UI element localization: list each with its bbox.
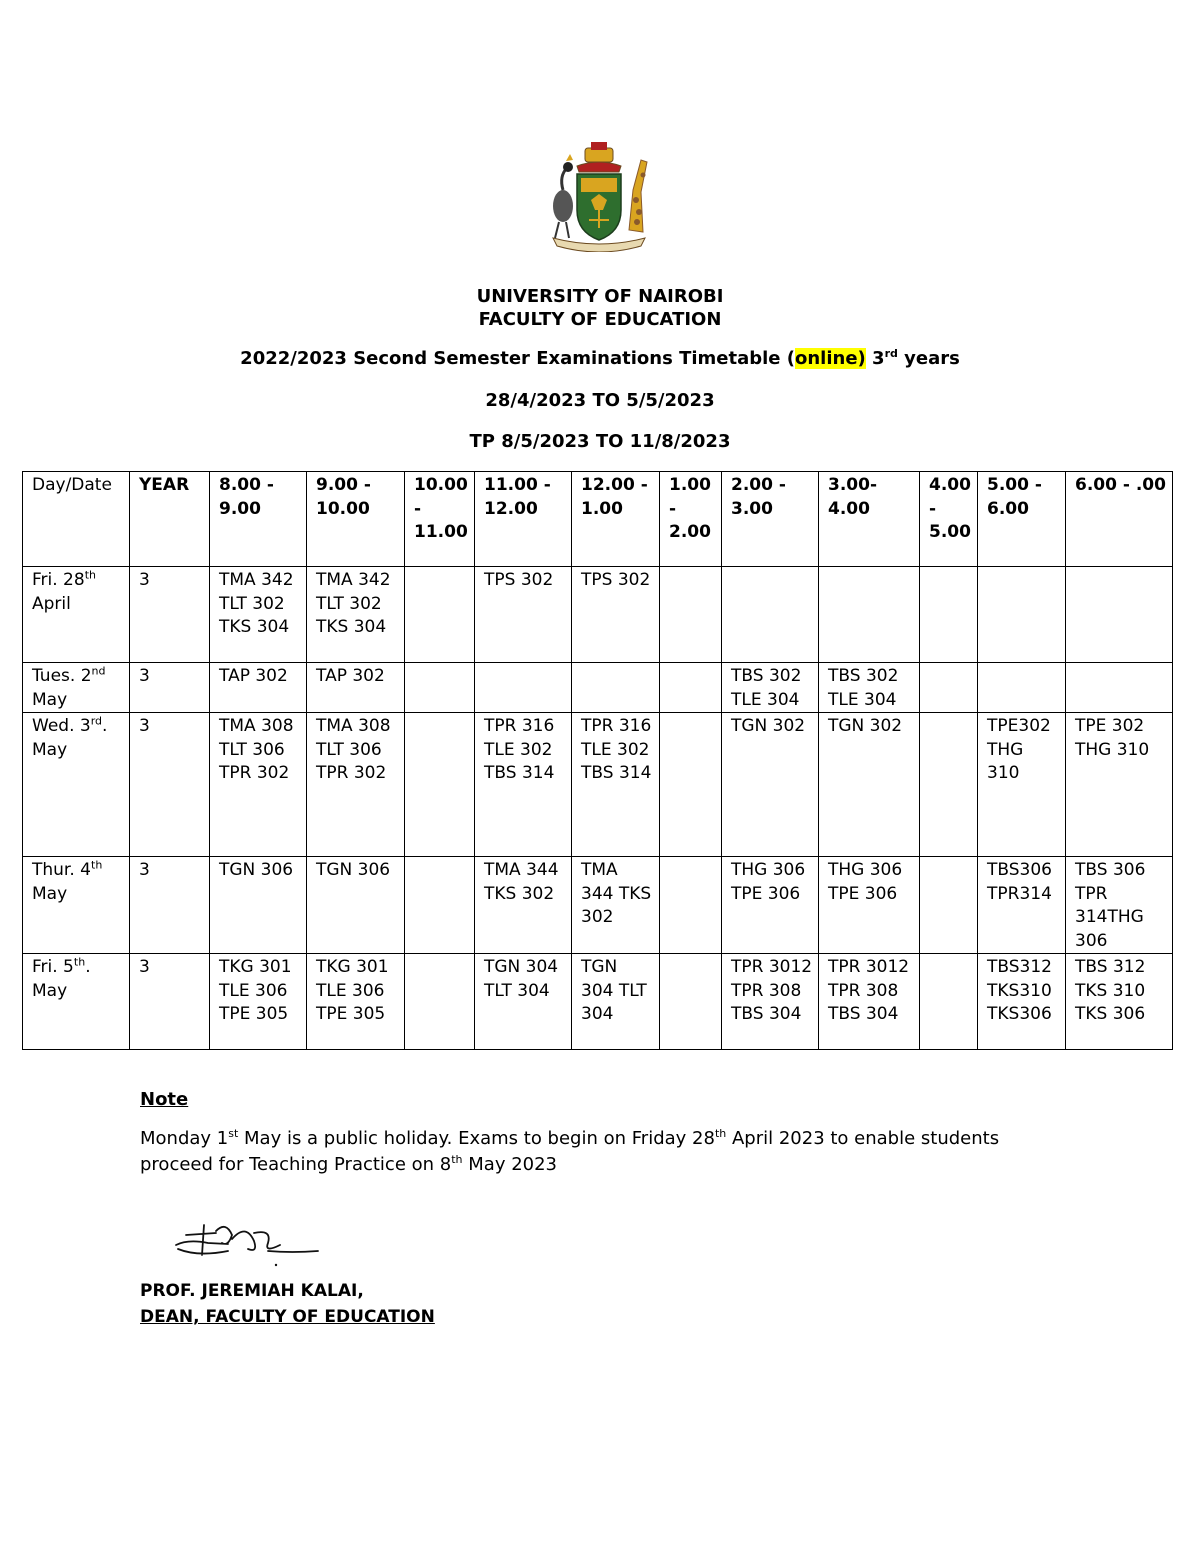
exam-cell: [1066, 567, 1173, 663]
exam-cell: [978, 663, 1066, 713]
exam-cell: TMA 342 TLT 302 TKS 304: [307, 567, 405, 663]
exam-cell: TPR 316 TLE 302 TBS 314: [475, 713, 572, 857]
exam-cell: [660, 713, 722, 857]
year-cell: 3: [130, 663, 210, 713]
university-crest-logo: [533, 140, 665, 252]
day-date-cell: Fri. 5th. May: [23, 954, 130, 1050]
exam-cell: TBS312 TKS310 TKS306: [978, 954, 1066, 1050]
exam-cell: [920, 567, 978, 663]
exam-cell: TGN 302: [819, 713, 920, 857]
document-heading: [0, 285, 1200, 331]
timetable-title: [0, 346, 1200, 372]
exam-cell: TBS306 TPR314: [978, 857, 1066, 954]
title-sup: rd: [884, 347, 898, 360]
exam-cell: TMA 308 TLT 306 TPR 302: [210, 713, 307, 857]
col-header-slot: 3.00- 4.00: [819, 472, 920, 567]
table-row: [23, 713, 1173, 857]
exam-cell: [660, 663, 722, 713]
exam-cell: TKG 301 TLE 306 TPE 305: [307, 954, 405, 1050]
year-cell: 3: [130, 713, 210, 857]
university-name: UNIVERSITY OF NAIROBI: [476, 286, 724, 307]
exam-cell: [405, 954, 475, 1050]
exam-cell: [660, 567, 722, 663]
exam-cell: [920, 857, 978, 954]
exam-cell: TMA 308 TLT 306 TPR 302: [307, 713, 405, 857]
day-date-cell: Thur. 4th May: [23, 857, 130, 954]
signatory-block: [140, 1278, 435, 1330]
exam-cell: TPS 302: [572, 567, 660, 663]
note-title: Note: [140, 1089, 189, 1110]
table-row: [23, 663, 1173, 713]
exam-cell: TPS 302: [475, 567, 572, 663]
exam-cell: TBS 302 TLE 304: [722, 663, 819, 713]
exam-cell: [819, 567, 920, 663]
dean-signature: [168, 1213, 328, 1273]
exam-cell: [572, 663, 660, 713]
exam-cell: TGN 304 TLT 304: [572, 954, 660, 1050]
exam-cell: [722, 567, 819, 663]
exam-cell: TGN 304 TLT 304: [475, 954, 572, 1050]
exam-cell: THG 306 TPE 306: [819, 857, 920, 954]
exam-cell: TBS 306 TPR 314THG 306: [1066, 857, 1173, 954]
note-section: [140, 1087, 1070, 1178]
exam-cell: TGN 306: [210, 857, 307, 954]
col-header-slot: 8.00 - 9.00: [210, 472, 307, 567]
exam-cell: TPR 316 TLE 302 TBS 314: [572, 713, 660, 857]
title-highlight-online: online): [794, 348, 866, 369]
exam-cell: TPR 3012 TPR 308 TBS 304: [819, 954, 920, 1050]
title-post: years: [897, 348, 960, 369]
col-header-slot: 4.00 - 5.00: [920, 472, 978, 567]
col-header-slot: 12.00 - 1.00: [572, 472, 660, 567]
exam-cell: [405, 663, 475, 713]
day-date-cell: Wed. 3rd. May: [23, 713, 130, 857]
exam-cell: TAP 302: [307, 663, 405, 713]
table-row: [23, 954, 1173, 1050]
col-header-slot: 2.00 - 3.00: [722, 472, 819, 567]
title-pre: 2022/2023 Second Semester Examinations Timetable (: [240, 348, 795, 369]
exam-cell: TBS 312 TKS 310 TKS 306: [1066, 954, 1173, 1050]
exam-cell: [978, 567, 1066, 663]
col-header-day-date: Day/Date: [23, 472, 130, 567]
note-text: Monday 1st May is a public holiday. Exams to begin on Friday 28th April 2023 to enable students proceed for Teaching Practice on 8th May 2023: [140, 1127, 1000, 1175]
year-cell: 3: [130, 567, 210, 663]
signatory-title: DEAN, FACULTY OF EDUCATION: [140, 1307, 435, 1327]
exam-cell: [405, 713, 475, 857]
exam-timetable: [22, 471, 1173, 1050]
exam-cell: TPE302 THG 310: [978, 713, 1066, 857]
col-header-year: YEAR: [130, 472, 210, 567]
exam-cell: THG 306 TPE 306: [722, 857, 819, 954]
exam-cell: TMA 344 TKS 302: [572, 857, 660, 954]
exam-cell: TGN 302: [722, 713, 819, 857]
day-date-cell: Tues. 2nd May: [23, 663, 130, 713]
col-header-slot: 6.00 - .00: [1066, 472, 1173, 567]
table-row: [23, 567, 1173, 663]
exam-cell: TGN 306: [307, 857, 405, 954]
exam-cell: [405, 567, 475, 663]
col-header-slot: 9.00 - 10.00: [307, 472, 405, 567]
exam-cell: TPR 3012 TPR 308 TBS 304: [722, 954, 819, 1050]
exam-cell: TBS 302 TLE 304: [819, 663, 920, 713]
exam-cell: [660, 954, 722, 1050]
exam-cell: [920, 954, 978, 1050]
title-mid: 3: [865, 348, 885, 369]
header-row: [23, 472, 1173, 567]
exam-cell: TAP 302: [210, 663, 307, 713]
col-header-slot: 10.00 - 11.00: [405, 472, 475, 567]
tp-date-range: TP 8/5/2023 TO 11/8/2023: [469, 431, 731, 452]
exam-cell: TMA 344 TKS 302: [475, 857, 572, 954]
exam-cell: TKG 301 TLE 306 TPE 305: [210, 954, 307, 1050]
exam-cell: [920, 663, 978, 713]
exam-cell: TMA 342 TLT 302 TKS 304: [210, 567, 307, 663]
year-cell: 3: [130, 857, 210, 954]
exam-date-range: 28/4/2023 TO 5/5/2023: [485, 390, 715, 411]
col-header-slot: 5.00 - 6.00: [978, 472, 1066, 567]
exam-cell: TPE 302 THG 310: [1066, 713, 1173, 857]
faculty-name: FACULTY OF EDUCATION: [478, 309, 722, 330]
exam-cell: [475, 663, 572, 713]
exam-cell: [920, 713, 978, 857]
year-cell: 3: [130, 954, 210, 1050]
day-date-cell: Fri. 28th April: [23, 567, 130, 663]
exam-cell: [660, 857, 722, 954]
signatory-name: PROF. JEREMIAH KALAI,: [140, 1281, 364, 1301]
exam-cell: [1066, 663, 1173, 713]
exam-cell: [405, 857, 475, 954]
col-header-slot: 11.00 - 12.00: [475, 472, 572, 567]
col-header-slot: 1.00 - 2.00: [660, 472, 722, 567]
table-row: [23, 857, 1173, 954]
